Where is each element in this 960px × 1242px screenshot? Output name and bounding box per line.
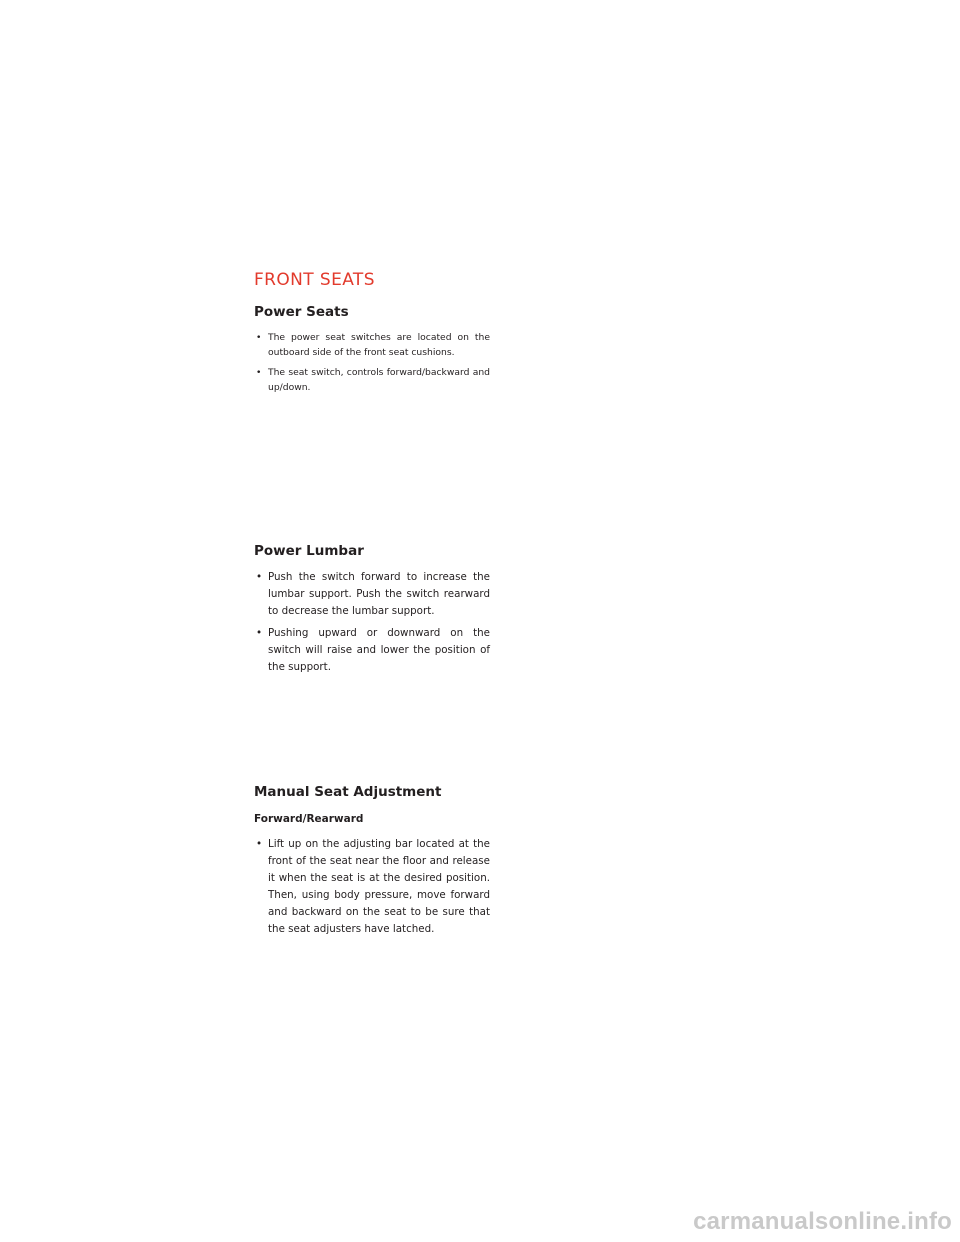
list-item: • Push the switch forward to increase the lumbar support. Push the switch rearward to decrease the lumbar support.	[254, 569, 490, 620]
manual-seat-heading: Manual Seat Adjustment	[254, 784, 442, 800]
list-item: • Pushing upward or downward on the switch will raise and lower the position of the support.	[254, 625, 490, 676]
power-seats-list	[254, 330, 490, 400]
manual-seat-list	[254, 836, 490, 943]
watermark-link[interactable]: carmanualsonline.info	[693, 1208, 952, 1235]
list-item: • The power seat switches are located on the outboard side of the front seat cushions.	[254, 330, 490, 360]
power-seats-heading: Power Seats	[254, 304, 349, 320]
power-lumbar-heading: Power Lumbar	[254, 543, 364, 559]
section-title: FRONT SEATS	[254, 270, 375, 290]
list-item: • Lift up on the adjusting bar located at the front of the seat near the floor and release it when the seat is at the desired position. Then, using body pressure, move forward and backward on the seat to be sure that the seat adjusters have latched.	[254, 836, 490, 938]
power-lumbar-list	[254, 569, 490, 681]
list-item: • The seat switch, controls forward/backward and up/down.	[254, 365, 490, 395]
forward-rearward-subheading: Forward/Rearward	[254, 813, 364, 825]
